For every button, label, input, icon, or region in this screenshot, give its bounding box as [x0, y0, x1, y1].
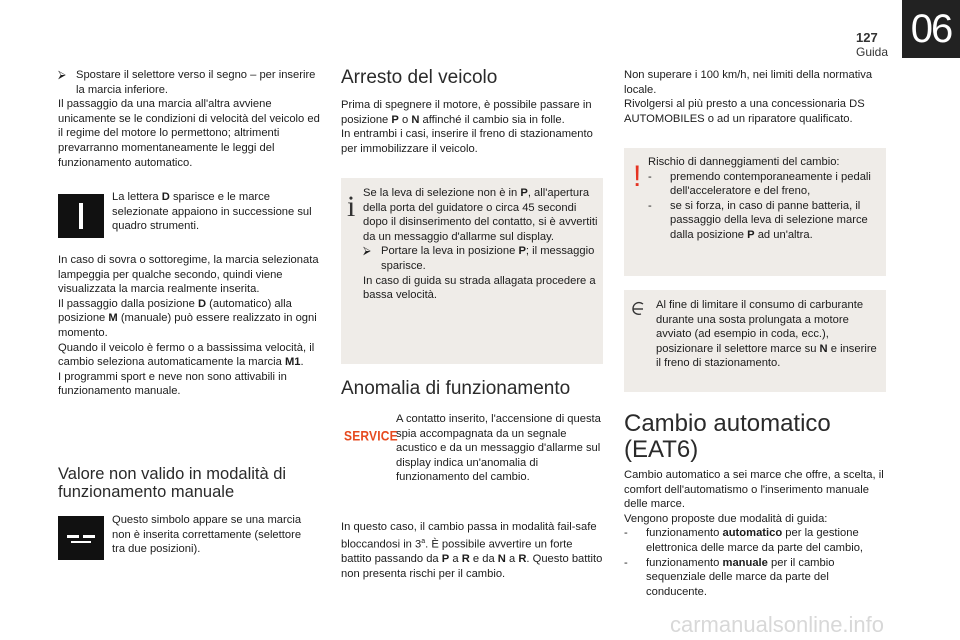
arrow-bullet-icon: ⮚	[58, 69, 66, 81]
paragraph: Vengono proposte due modalità di guida:	[624, 512, 828, 525]
paragraph: Prima di spegnere il motore, è possibile passare in posizione P o N affinché il cambio sia in folle.	[341, 99, 592, 126]
icon-note: A contatto inserito, l'accensione di questa spia accompagnata da un segnale acustico e da un messaggio d'allarme sul display indica un'anomalia di funzionamento del cambio.	[396, 413, 601, 484]
column-3-text	[624, 68, 886, 126]
icon-note: La lettera D sparisce e le marce selezionate appaiono in successione sul quadro strumenti.	[112, 191, 312, 233]
gear-indicator-icon	[58, 194, 104, 238]
bullet-item: ⮚ Spostare il selettore verso il segno – per inserire la marcia inferiore.	[58, 69, 316, 96]
list-item: - funzionamento manuale per il cambio sequenziale delle marce da parte del conducente.	[624, 556, 835, 598]
page-heading: Cambio automatico (EAT6)	[624, 410, 831, 463]
service-warning-icon: SERVICE	[344, 427, 398, 445]
column-2-text	[341, 98, 603, 156]
paragraph: In caso di sovra o sottoregime, la marcia selezionata lampeggia per qualche secondo, quindi viene visualizzata la marcia realmente inserita.	[58, 254, 319, 296]
column-1	[58, 68, 320, 170]
section-title: Guida	[856, 45, 889, 59]
paragraph: Non superare i 100 km/h, nei limiti della normativa locale.	[624, 69, 873, 96]
section-heading: Arresto del veicolo	[341, 67, 498, 88]
column-3-bottom	[624, 468, 886, 599]
icon-note: Questo simbolo appare se una marcia non è inserita correttamente (selettore tra due posizioni).	[112, 514, 302, 556]
page-number: 127	[856, 30, 878, 45]
paragraph: In entrambi i casi, inserire il freno di stazionamento per immobilizzare il veicolo.	[341, 128, 593, 155]
list-item: - funzionamento automatico per la gestione elettronica delle marce da parte del cambio,	[624, 527, 864, 554]
paragraph: Il passaggio da una marcia all'altra avviene unicamente se le condizioni di velocità del veicolo ed il regime del motore lo permettono; altrimenti prevarranno momentaneamente le leggi del funzionamento automatico.	[58, 98, 320, 169]
chapter-tab: 06	[902, 0, 960, 58]
invalid-gear-icon	[58, 516, 104, 560]
paragraph: Quando il veicolo è fermo o a bassissima velocità, il cambio seleziona automaticamente la marcia M1.	[58, 341, 315, 369]
eco-box: Al fine di limitare il consumo di carburante durante una sosta prolungata a motore avviato (ad esempio in coda, ecc.), posizionare il selettore marce su N e inserire il freno di stazionamento.	[624, 290, 886, 392]
warning-box: ! Rischio di danneggiamenti del cambio: - premendo contemporaneamente i pedali dell'acceleratore e del freno, - se si forza, in caso di panne batteria, il passaggio della leva di selezione marce dalla posizione P ad un'altra.	[624, 148, 886, 276]
arrow-bullet-icon: ⮚	[363, 245, 371, 258]
exclamation-icon: !	[633, 160, 642, 193]
watermark: carmanualsonline.info	[670, 612, 885, 637]
paragraph: Cambio automatico a sei marce che offre, a scelta, il comfort dell'automatismo o l'inserimento manuale delle marce.	[624, 469, 884, 511]
paragraph: Il passaggio dalla posizione D (automatico) alla posizione M (manuale) può essere realizzato in ogni momento.	[58, 297, 317, 339]
paragraph: In questo caso, il cambio passa in modalità fail-safe bloccandosi in 3$^a$. È possibile avvertire un forte battito passando da P a R e da N a R. Questo battito non presenta rischi per il cambio.	[341, 521, 603, 580]
info-icon: i	[347, 190, 356, 223]
column-1-text	[58, 253, 322, 399]
paragraph: I programmi sport e neve non sono attivabili in funzionamento manuale.	[58, 370, 287, 398]
paragraph: Rivolgersi al più presto a una concessionaria DS AUTOMOBILES o ad un riparatore qualificato.	[624, 98, 865, 125]
section-heading: Valore non valido in modalità di funzionamento manuale	[58, 465, 287, 501]
section-heading: Anomalia di funzionamento	[341, 378, 571, 399]
info-box: i Se la leva di selezione non è in P, all'apertura della porta del guidatore o circa 45 secondi dopo il disinserimento del contatto, si è avvertiti da un messaggio d'allarme sul display. ⮚ Portare la leva in posizione P; il messaggio sparisce. In caso di guida su strada allagata procedere a bassa velocità.	[341, 178, 603, 364]
eco-leaf-icon	[630, 300, 646, 323]
